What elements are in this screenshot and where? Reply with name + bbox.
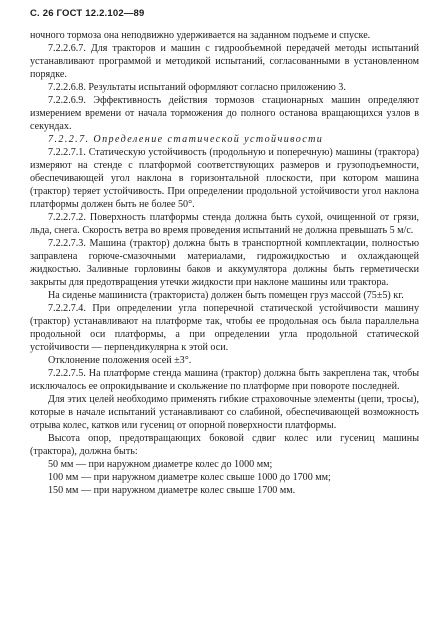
paragraph-load-mass: На сиденье машиниста (тракториста) должен быть помещен груз массой (75±5) кг. bbox=[48, 290, 404, 301]
paragraph-axis-deviation: Отклонение положения осей ±3°. bbox=[48, 355, 192, 366]
paragraph-7-2-2-7-4: 7.2.2.7.4. При определении угла поперечной статической устойчивости машину (трактор) устанавливают на платформе так, чтобы ее продольная ось была параллельна продольной оси платформы, а при определении угла продольной статической устойчивости — перпендикулярна к этой оси. bbox=[30, 303, 419, 353]
paragraph-7-2-2-6-7: 7.2.2.6.7. Для тракторов и машин с гидрообъемной передачей методы испытаний устанавливают программой и методикой испытаний, согласованными в установленном порядке. bbox=[30, 43, 419, 80]
paragraph-7-2-2-7-5: 7.2.2.7.5. На платформе стенда машина (трактор) должна быть закреплена так, чтобы исключалось ее опрокидывание и скольжение по платформе при повороте последней. bbox=[30, 368, 419, 392]
paragraph-7-2-2-7-3: 7.2.2.7.3. Машина (трактор) должна быть в транспортной комплектации, полностью заправлена горюче-смазочными материалами, гидрожидкостью и охлаждающей жидкостью. Заливные горловины баков и аккумулятора должны быть герметически закрыты для предотвращения утечки жидкости при наклоне машины или трактора. bbox=[30, 238, 419, 288]
paragraph-continuation: ночного тормоза она неподвижно удерживается на заданном подъеме и спуске. bbox=[30, 30, 371, 41]
paragraph-7-2-2-6-8: 7.2.2.6.8. Результаты испытаний оформляют согласно приложению 3. bbox=[48, 82, 346, 93]
section-heading-static-stability: 7.2.2.7. Определение статической устойчивости bbox=[48, 134, 324, 145]
list-item: 100 мм — при наружном диаметре колес свыше 1000 до 1700 мм; bbox=[48, 472, 331, 483]
paragraph-support-height: Высота опор, предотвращающих боковой сдвиг колес или гусениц машины (трактора), должна быть: bbox=[30, 433, 419, 457]
list-item: 50 мм — при наружном диаметре колес до 1000 мм; bbox=[48, 459, 273, 470]
paragraph-7-2-2-7-1: 7.2.2.7.1. Статическую устойчивость (продольную и поперечную) машины (трактора) измеряют на стенде с платформой соответствующих размеров и грузоподъемности, обеспечивающей угол наклона в горизонтальной плоскости, при котором машина (трактор) теряет устойчивость. При определении продольной устойчивости угол наклона платформы должен быть не более 50°. bbox=[30, 147, 419, 210]
page-header: С. 26 ГОСТ 12.2.102—89 bbox=[30, 8, 145, 19]
list-item: 150 мм — при наружном диаметре колес свыше 1700 мм. bbox=[48, 485, 296, 496]
paragraph-7-2-2-7-2: 7.2.2.7.2. Поверхность платформы стенда должна быть сухой, очищенной от грязи, льда, снега. Скорость ветра во время проведения испытаний не должна превышать 5 м/с. bbox=[30, 212, 419, 236]
paragraph-7-2-2-6-9: 7.2.2.6.9. Эффективность действия тормозов стационарных машин определяют измерением времени от начала торможения до полного останова вращающихся узлов в секундах. bbox=[30, 95, 419, 132]
support-height-list bbox=[30, 458, 419, 497]
paragraph-safety-elements: Для этих целей необходимо применять гибкие страховочные элементы (цепи, тросы), которые в начале испытаний устанавливают со слабиной, обеспечивающей возможность отрыва колес, катков или гусениц от опорной поверхности платформы. bbox=[30, 394, 419, 431]
